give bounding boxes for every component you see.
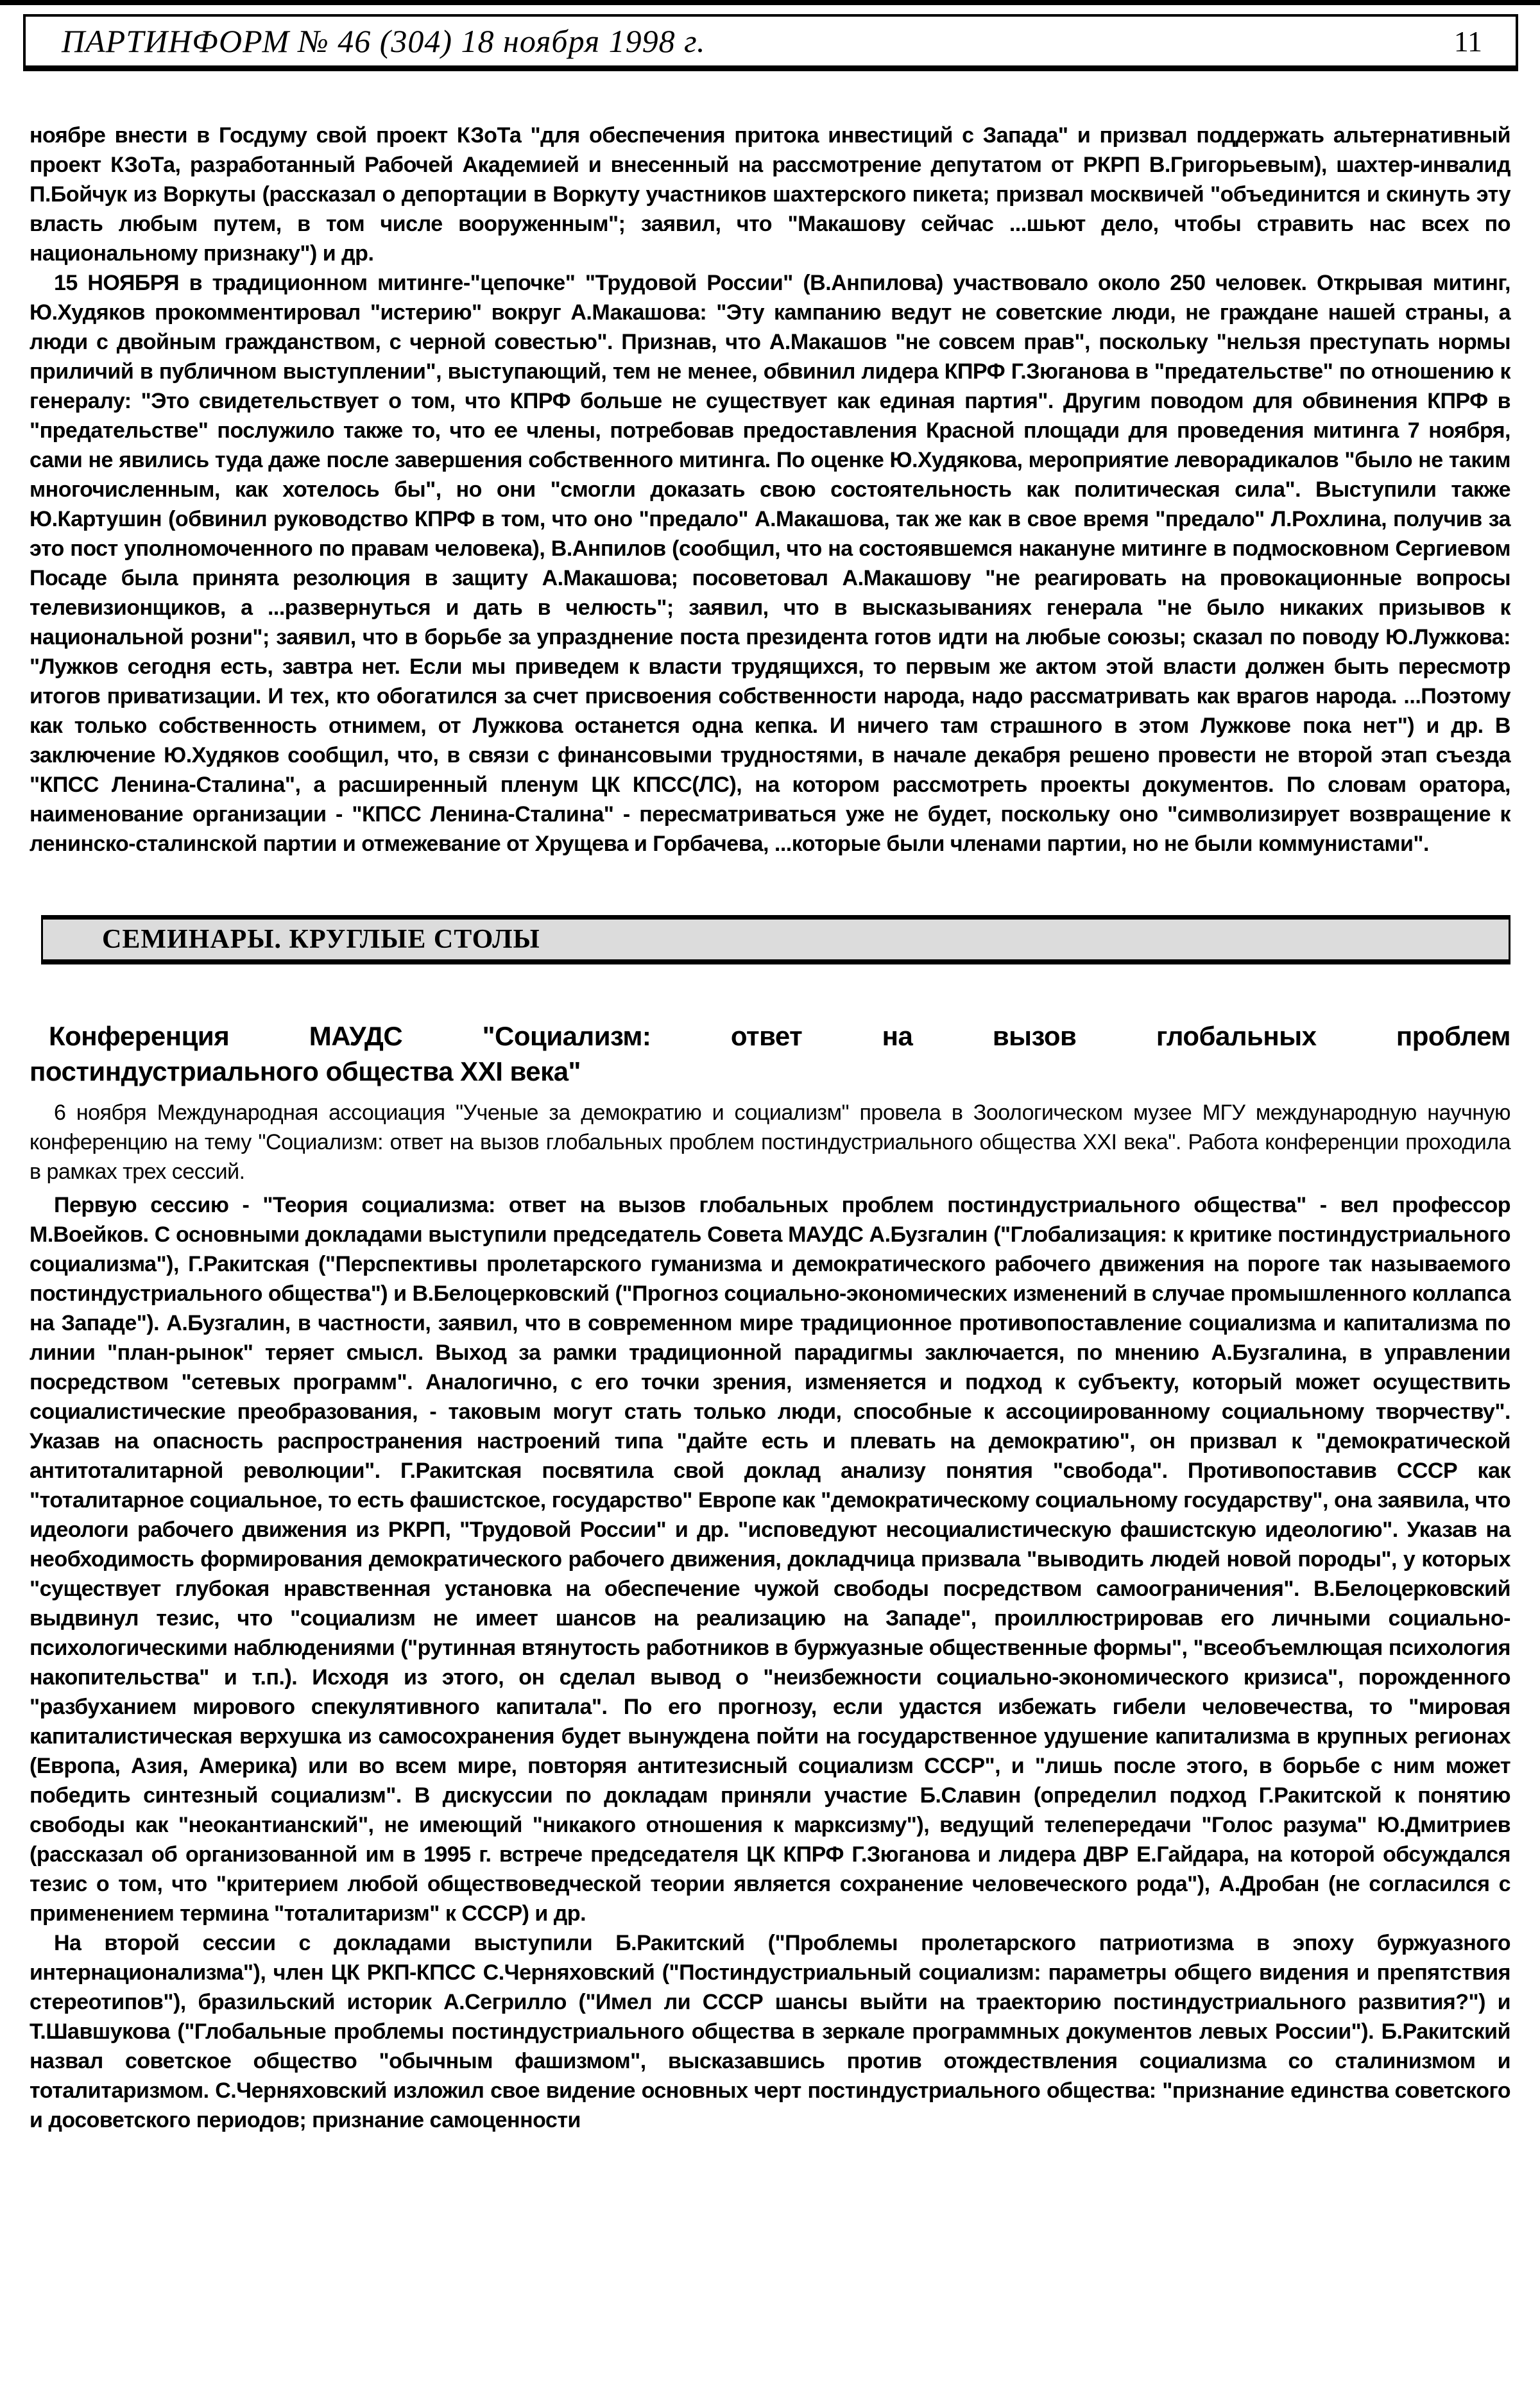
lead-article-continuation-paragraph: ноябре внести в Госдуму свой проект КЗоТа "для обеспечения притока инвестиций с Запада" и призвал поддержать альтернативный проект КЗоТа, разработанный Рабочей Академией и внесенный на рассмотрение депутатом от РКРП В.Григорьевым), шахтер-инвалид П.Бойчук из Воркуты (рассказал о депортации в Воркуту участников шахтерского пикета; призвал москвичей "объединится и скинуть эту власть любым путем, в том числе вооруженным"; заявил, что "Макашову сейчас ...шьют дело, чтобы стравить нас всех по национальному признаку") и др. bbox=[30, 123, 1510, 266]
conference-intro-paragraph: 6 ноября Международная ассоциация "Ученые за демократию и социализм" провела в Зоологическом музее МГУ международную научную конференцию на тему "Социализм: ответ на вызов глобальных проблем постиндустриального общества XXI века". Работа конференции проходила в рамках трех сессий. bbox=[30, 1101, 1510, 1184]
scan-edge-artifact bbox=[0, 0, 1540, 5]
section-header-box bbox=[41, 915, 1510, 964]
conference-heading-line-1: Конференция МАУДС "Социализм: ответ на вызов глобальных проблем bbox=[49, 1021, 1510, 1051]
page-number: 11 bbox=[1453, 24, 1482, 58]
conference-session2-paragraph: На второй сессии с докладами выступили Б.Ракитский ("Проблемы пролетарского патриотизма в эпоху буржуазного интернационализма"), член ЦК РКП-КПСС С.Черняховский ("Постиндустриальный социализм: параметры общего видения и препятствия стереотипов"), бразильский историк А.Сегрилло ("Имел ли СССР шансы выйти на траекторию постиндустриального развития?") и Т.Шавшукова ("Глобальные проблемы постиндустриального общества в зеркале программных документов левых России"). Б.Ракитский назвал советское общество "обычным фашизмом", высказавшись против отождествления социализма со сталинизмом и тоталитаризмом. С.Черняховский изложил свое видение основных черт постиндустриального общества: "признание единства советского и досоветского периодов; признание самоценности bbox=[30, 1931, 1510, 2132]
section-header-title: СЕМИНАРЫ. КРУГЛЫЕ СТОЛЫ bbox=[102, 925, 540, 954]
conference-session1-paragraph: Первую сессию - "Теория социализма: ответ на вызов глобальных проблем постиндустриального общества" - вел профессор М.Воейков. С основными докладами выступили председатель Совета МАУДС А.Бузгалин ("Глобализация: к критике постиндустриального социализма"), Г.Ракитская ("Перспективы пролетарского гуманизма и демократического рабочего движения на пороге так называемого постиндустриального общества") и В.Белоцерковский ("Прогноз социально-экономических изменений в случае промышленного коллапса на Западе"). А.Бузгалин, в частности, заявил, что в современном мире традиционное противопоставление социализма и капитализма по линии "план-рынок" теряет смысл. Выход за рамки традиционной парадигмы заключается, по мнению А.Бузгалина, в управлении посредством "сетевых программ". Аналогично, с его точки зрения, изменяется и подход к субъекту, который может осуществить социалистические преобразования, - таковым могут стать только люди, способные к ассоциированному социальному творчеству". Указав на опасность распространения настроений типа "дайте есть и плевать на демократию", он призвал к "демократической антитоталитарной революции". Г.Ракитская посвятила свой доклад анализу понятия "свобода". Противопоставив СССР как "тоталитарное социальное, то есть фашистское, государство" Европе как "демократическому социальному государству", она заявила, что идеологи рабочего движения из РКРП, "Трудовой России" и др. "исповедуют несоциалистическую фашистскую идеологию". Указав на необходимость формирования демократического рабочего движения, докладчица призвала "выводить людей новой породы", у которых "существует глубокая нравственная установка на обеспечение чужой свободы посредством самоограничения". В.Белоцерковский выдвинул тезис, что "социализм не имеет шансов на реализацию на Западе", проиллюстрировав его личными социально-психологическими наблюдениями ("рутинная втянутость работников в буржуазные общественные формы", "всеобъемлющая психология накопительства" и т.п.). Исходя из этого, он сделал вывод о "неизбежности социально-экономического кризиса", порожденного "разбуханием мирового спекулятивного капитала". По его прогнозу, если удастся избежать гибели человечества, то "мировая капиталистическая верхушка из самосохранения будет вынуждена пойти на государственное удушение капитализма в крупных регионах (Европа, Азия, Америка) или во всем мире, повторяя антитезисный социализм СССР", и "лишь после этого, в борьбе с ним может победить синтезный социализм". В дискуссии по докладам приняли участие Б.Славин (определил подход Г.Ракитской к понятию свободы как "неокантианский", не имеющий "никакого отношения к марксизму"), ведущий телепередачи "Голос разума" Ю.Дмитриев (рассказал об организованной им в 1995 г. встрече председателя ЦК КПРФ Г.Зюганова и лидера ДВР Е.Гайдара, на которой обсуждался тезис о том, что "критерием любой обществоведческой теории является сохранение человеческого рода"), А.Дробан (не согласился с применением термина "тоталитаризм" к СССР) и др. bbox=[30, 1193, 1510, 1926]
conference-heading-line-2: постиндустриального общества XXI века" bbox=[30, 1056, 581, 1086]
page-content bbox=[30, 121, 1510, 2135]
conference-heading bbox=[30, 1018, 1510, 1089]
newsletter-masthead: ПАРТИНФОРМ № 46 (304) 18 ноября 1998 г. bbox=[62, 23, 706, 59]
page-header bbox=[23, 14, 1518, 71]
lead-article-meeting-paragraph: 15 НОЯБРЯ в традиционном митинге-"цепочке" "Трудовой России" (В.Анпилова) участвовало около 250 человек. Открывая митинг, Ю.Худяков прокомментировал "истерию" вокруг А.Макашова: "Эту кампанию ведут не советские люди, не граждане нашей страны, а люди с двойным гражданством, с черной совестью". Признав, что А.Макашов "не совсем прав", поскольку "нельзя преступать нормы приличий в публичном выступлении", выступающий, тем не менее, обвинил лидера КПРФ Г.Зюганова в "предательстве" по отношению к генералу: "Это свидетельствует о том, что КПРФ больше не существует как единая партия". Другим поводом для обвинения КПРФ в "предательстве" послужило также то, что ее члены, потребовав предоставления Красной площади для проведения митинга 7 ноября, сами не явились туда даже после завершения собственного митинга. По оценке Ю.Худякова, мероприятие леворадикалов "было не таким многочисленным, как хотелось бы", но они "смогли доказать свою состоятельность как политическая сила". Выступили также Ю.Картушин (обвинил руководство КПРФ в том, что оно "предало" А.Макашова, так же как в свое время "предало" Л.Рохлина, получив за это пост уполномоченного по правам человека), В.Анпилов (сообщил, что на состоявшемся накануне митинге в подмосковном Сергиевом Посаде была принята резолюция в защиту А.Макашова; посоветовал А.Макашову "не реагировать на провокационные вопросы телевизионщиков, а ...развернуться и дать в челюсть"; заявил, что в высказываниях генерала "не было никаких призывов к национальной розни"; заявил, что в борьбе за упразднение поста президента готов идти на любые союзы; сказал по поводу Ю.Лужкова: "Лужков сегодня есть, завтра нет. Если мы приведем к власти трудящихся, то первым же актом этой власти должен быть пересмотр итогов приватизации. И тех, кто обогатился за счет присвоения собственности народа, надо рассматривать как врагов народа. ...Поэтому как только собственность отнимем, от Лужкова останется одна кепка. И ничего там страшного в этом Лужкове пока нет") и др. В заключение Ю.Худяков сообщил, что, в связи с финансовыми трудностями, в начале декабря решено провести не второй этап съезда "КПСС Ленина-Сталина", а расширенный пленум ЦК КПСС(ЛС), на котором рассмотреть проекты документов. По словам оратора, наименование организации - "КПСС Ленина-Сталина" - пересматриваться уже не будет, поскольку оно "символизирует возвращение к ленинско-сталинской партии и отмежевание от Хрущева и Горбачева, ...которые были членами партии, но не были коммунистами". bbox=[30, 271, 1510, 856]
